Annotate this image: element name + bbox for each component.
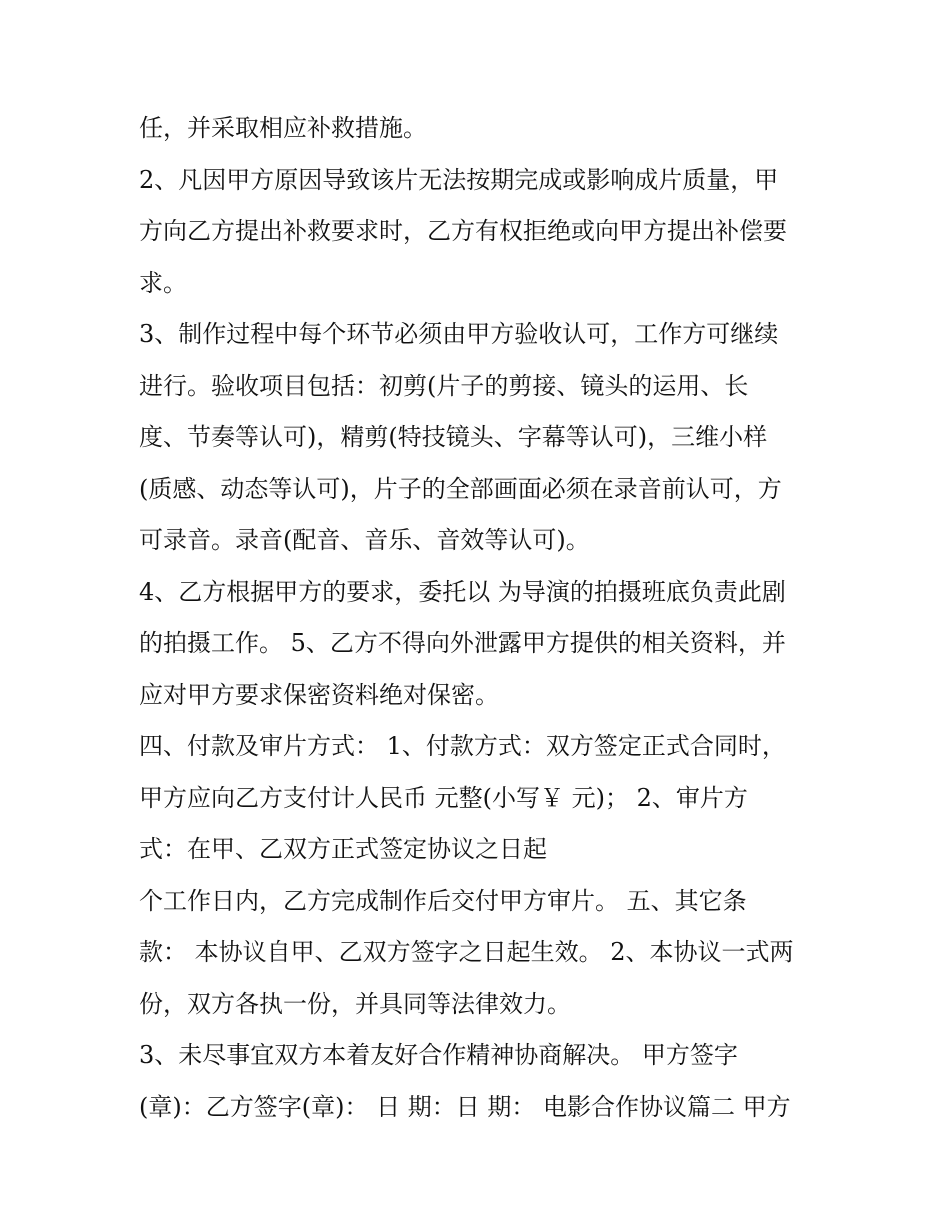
text-line: 的拍摄工作。 5、乙方不得向外泄露甲方提供的相关资料，并 [139, 629, 786, 657]
text-line: (质感、动态等认可)，片子的全部画面必须在录音前认可，方 [139, 474, 782, 503]
text-line: 款： 本协议自甲、乙双方签字之日起生效。 2、本协议一式两 [139, 938, 794, 966]
text-line: 3、未尽事宜双方本着友好合作精神协商解决。 甲方签字 [139, 1041, 738, 1069]
text-line: 2、凡因甲方原因导致该片无法按期完成或影响成片质量，甲 [139, 165, 779, 194]
text-line: (章)：乙方签字(章)： 日 期：日 期： 电影合作协议篇二 甲方 [139, 1092, 791, 1121]
text-line: 任，并采取相应补救措施。 [139, 114, 427, 142]
text-line: 式：在甲、乙双方正式签定协议之日起 [139, 835, 547, 863]
text-line: 应对甲方要求保密资料绝对保密。 [139, 680, 499, 709]
document-body [139, 103, 839, 1133]
text-line: 个工作日内，乙方完成制作后交付甲方审片。 五、其它条 [139, 886, 747, 915]
text-line: 甲方应向乙方支付计人民币 元整(小写￥ 元)； 2、审片方 [139, 783, 748, 812]
text-line: 4、乙方根据甲方的要求，委托以 为导演的拍摄班底负责此剧 [139, 577, 786, 606]
text-line: 四、付款及审片方式： 1、付款方式：双方签定正式合同时， [139, 732, 786, 760]
text-line: 可录音。录音(配音、音乐、音效等认可)。 [139, 526, 590, 554]
text-line: 进行。验收项目包括：初剪(片子的剪接、镜头的运用、长 [139, 371, 749, 400]
text-line: 份，双方各执一份，并具同等法律效力。 [139, 989, 571, 1018]
text-line: 方向乙方提出补救要求时，乙方有权拒绝或向甲方提出补偿要 [139, 217, 787, 245]
text-line: 求。 [139, 268, 187, 297]
text-line: 3、制作过程中每个环节必须由甲方验收认可，工作方可继续 [139, 320, 779, 348]
text-line: 度、节奏等认可)，精剪(特技镜头、字幕等认可)，三维小样 [139, 423, 768, 451]
